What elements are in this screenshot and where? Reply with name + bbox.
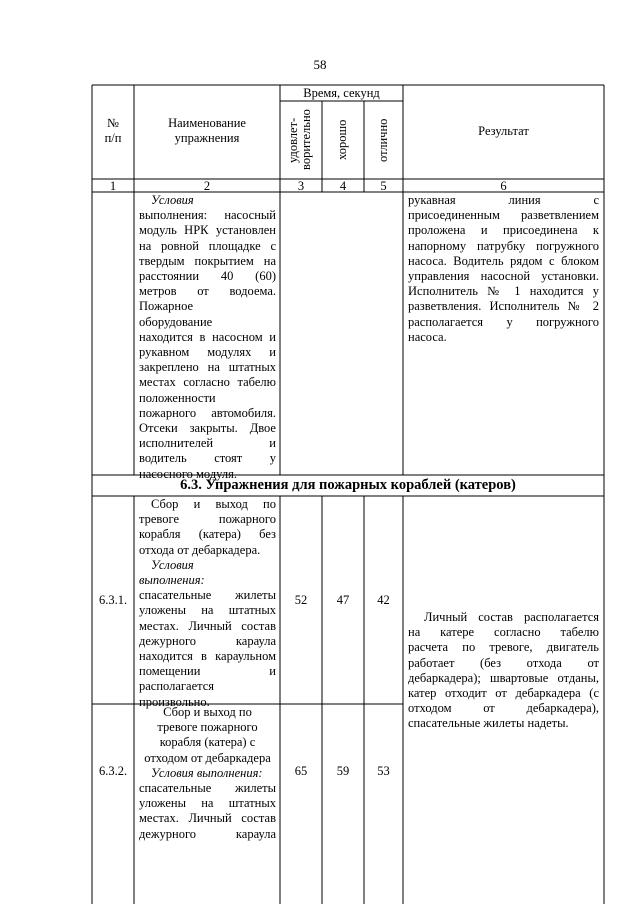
- row-6-3-2-excellent: 53: [377, 764, 390, 778]
- result-line: расчета по тревоге, двигатель: [408, 640, 599, 655]
- result-line: управления насосной установки.: [408, 269, 599, 284]
- name-line: твердым покрытием на: [139, 253, 276, 268]
- result-line: проложена и присоединена к: [408, 223, 599, 238]
- name-line: расстоянии 40 (60): [139, 269, 276, 284]
- header-excellent: отлично: [376, 118, 390, 162]
- name-line: местах согласно табелю: [139, 375, 276, 390]
- body-line: располагается: [139, 679, 215, 694]
- header-good: хорошо: [335, 119, 349, 161]
- header-time-group: Время, секунд: [303, 86, 380, 100]
- title-line: отхода от дебаркадера.: [139, 542, 261, 557]
- name-line: исполнителей и: [139, 436, 276, 451]
- conditions-label: Условия выполнения:: [151, 765, 263, 780]
- result-line: работает (без отхода от: [408, 655, 599, 670]
- result-line: Исполнитель № 1 находится у: [408, 284, 599, 299]
- name-line: на ровной площадке с: [139, 238, 276, 253]
- header-result: Результат: [478, 124, 529, 138]
- result-line: насоса.: [408, 329, 447, 344]
- page-number: 58: [313, 57, 327, 72]
- conditions-label: выполнения:: [139, 573, 205, 588]
- row-6-3-1-satisfactory: 52: [294, 593, 308, 607]
- name-line: метров от водоема.: [139, 284, 276, 299]
- section-title: 6.3. Упражнения для пожарных кораблей (катеров): [180, 477, 516, 493]
- result-line: присоединенным разветвлением: [408, 208, 599, 223]
- body-line: спасательные жилеты: [139, 781, 276, 796]
- body-line: местах. Личный состав: [139, 811, 276, 826]
- name-line: положенности: [139, 390, 216, 405]
- result-line: насоса. Водитель рядом с блоком: [408, 253, 599, 268]
- col-num-4: 4: [339, 179, 347, 193]
- title-line: отходом от дебаркадера: [144, 750, 271, 765]
- col-num-5: 5: [380, 179, 387, 193]
- conditions-label: Условия: [151, 193, 194, 207]
- result-line: катер отходит от дебаркадера (с: [408, 686, 599, 701]
- body-line: помещении и: [139, 664, 276, 679]
- name-line: находится в насосном и: [139, 329, 276, 344]
- header-name: Наименование упражнения: [168, 116, 246, 146]
- row-6-3-2-satisfactory: 65: [294, 764, 308, 778]
- row-6-3-2-name: [139, 705, 276, 842]
- body-line: уложены на штатных: [139, 603, 276, 618]
- result-line: напорному патрубку погружного: [408, 238, 599, 253]
- row-num-6-3-1: 6.3.1.: [98, 593, 128, 607]
- result-line: разветвления. Исполнитель № 2: [408, 299, 599, 314]
- name-line: закреплено на штатных: [139, 360, 276, 375]
- body-line: произвольно.: [139, 694, 210, 709]
- result-line: отходом от дебаркадера),: [408, 701, 599, 716]
- body-line: дежурного караула: [139, 826, 276, 841]
- result-line: дебаркадера); швартовые отданы,: [408, 670, 599, 685]
- body-line: уложены на штатных: [139, 796, 276, 811]
- name-line: пожарного автомобиля.: [139, 405, 276, 420]
- conditions-label: Условия: [151, 557, 194, 572]
- row-num-6-3-2: 6.3.2.: [98, 764, 128, 778]
- title-line: Сбор и выход по: [151, 497, 276, 511]
- result-line: на катере согласно табелю: [408, 625, 599, 640]
- col-num-3: 3: [297, 179, 305, 193]
- title-line: корабля (катера) с: [159, 735, 256, 750]
- name-line: оборудование: [139, 314, 213, 329]
- header-num: № п/п: [104, 116, 122, 146]
- title-line: тревоге пожарного: [157, 720, 258, 735]
- col-num-1: 1: [109, 179, 117, 193]
- col-num-2: 2: [203, 179, 211, 193]
- result-line: Личный состав располагается: [424, 610, 599, 624]
- row-6-3-1-excellent: 42: [377, 593, 390, 607]
- name-line: выполнения: насосный: [139, 208, 276, 223]
- title-line: тревоге пожарного: [139, 512, 276, 527]
- title-line: корабля (катера) без: [139, 527, 276, 542]
- continued-name-cell: [139, 193, 276, 482]
- row-6-3-2-good: 59: [336, 764, 350, 778]
- header-satisfactory: удовлет- ворительно: [286, 109, 313, 171]
- result-line: спасательные жилеты надеты.: [408, 716, 569, 731]
- body-line: местах. Личный состав: [139, 618, 276, 633]
- name-line: рукавном модулях и: [139, 345, 276, 360]
- name-line: модуль НРК установлен: [139, 223, 276, 238]
- col-num-6: 6: [500, 179, 507, 193]
- name-line: Пожарное: [139, 299, 194, 314]
- continued-result-cell: [408, 193, 599, 345]
- result-line: рукавная линия с: [408, 193, 599, 207]
- body-line: спасательные жилеты: [139, 588, 276, 603]
- row-6-3-1-name: [139, 497, 276, 710]
- name-line: Отсеки закрыты. Двое: [139, 421, 276, 436]
- body-line: находится в караульном: [139, 649, 276, 664]
- body-line: дежурного караула: [139, 633, 276, 648]
- name-line: водитель стоят у: [139, 451, 276, 466]
- title-line: Сбор и выход по: [163, 705, 252, 719]
- row-6-3-1-good: 47: [336, 593, 350, 607]
- result-line: располагается у погружного: [408, 314, 599, 329]
- shared-result-cell: [408, 610, 599, 732]
- name-line: насосного модуля.: [139, 466, 237, 481]
